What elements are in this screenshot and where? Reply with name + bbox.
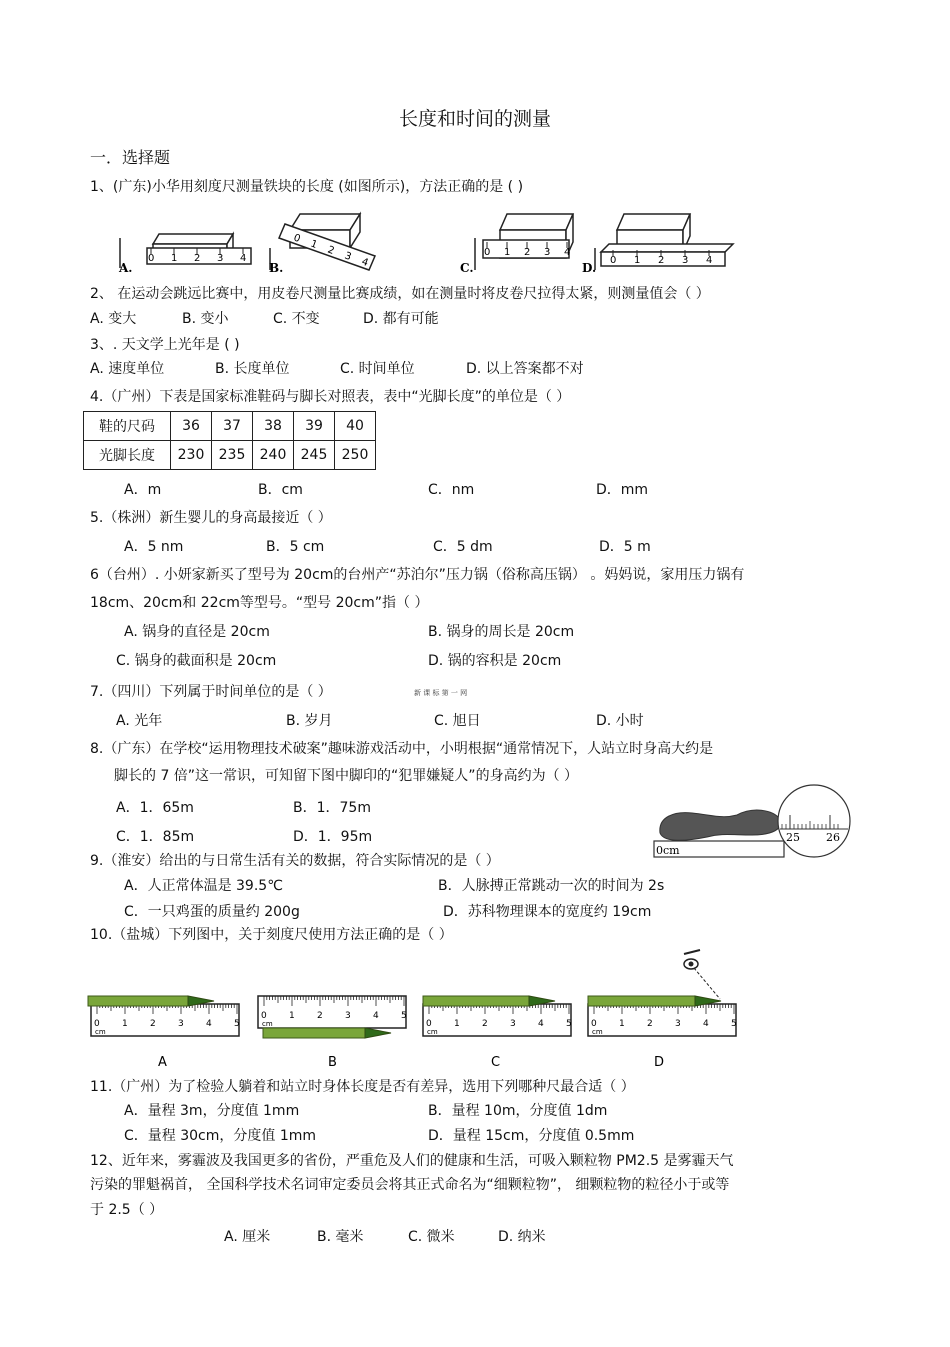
question-12-line-3: 于 2.5（ ） [90, 1202, 164, 1218]
ruler-tick-label: 3 [510, 1019, 516, 1029]
q7-option-d: D. 小时 [596, 713, 644, 729]
q7-option-a: A. 光年 [116, 713, 163, 729]
page-title: 长度和时间的测量 [398, 108, 551, 130]
pencil [588, 996, 721, 1006]
table-cell: 39 [294, 412, 335, 441]
magnified-tick-26: 26 [826, 831, 840, 844]
q1-label-c: C. [460, 261, 474, 275]
q4-option-d: D．mm [596, 482, 649, 498]
ruler-tick-label: 4 [359, 256, 370, 269]
q4-option-b: B．cm [258, 482, 303, 498]
table-cell: 245 [294, 441, 335, 470]
question-6-line-1: 6（台州）. 小妍家新买了型号为 20cm的台州产“苏泊尔”压力锅（俗称高压锅） 。妈妈说，家用压力锅有 [90, 567, 745, 583]
ruler-tick-label: 4 [564, 247, 571, 258]
ruler-tick-label: 4 [706, 255, 713, 266]
q11-option-c: C．量程 30cm，分度值 1mm [124, 1128, 317, 1144]
q6-option-d: D. 锅的容积是 20cm [428, 653, 562, 669]
section-heading: 一．选择题 [90, 148, 171, 167]
shoe-size-table [83, 411, 376, 470]
q2-option-d: D. 都有可能 [363, 311, 439, 327]
q10-figure [88, 944, 748, 1074]
ruler-tick-label: 4 [206, 1019, 212, 1029]
question-2: 2、 在运动会跳远比赛中，用皮卷尺测量比赛成绩，如在测量时将皮卷尺拉得太紧，则测量值会（ ） [90, 286, 710, 302]
q10-label-d: D [654, 1055, 665, 1070]
question-5: 5.（株洲）新生婴儿的身高最接近（ ） [90, 510, 332, 526]
footprint-figure [652, 795, 852, 865]
q1-label-d: D. [582, 261, 597, 275]
ruler-tick-label: 5 [731, 1019, 737, 1029]
q1-fig-c [475, 214, 573, 270]
ruler-body [588, 1004, 736, 1036]
ruler-tick-label: 5 [234, 1019, 240, 1029]
ruler-tick-label: 1 [308, 238, 319, 251]
q8-option-c: C．1．85m [116, 829, 195, 845]
table-cell: 37 [212, 412, 253, 441]
ruler-tick-label: 0 [94, 1019, 100, 1029]
ruler-tick-label: 3 [178, 1019, 184, 1029]
ruler-tick-label: 0 [261, 1011, 267, 1021]
q12-option-c: C. 微米 [408, 1229, 455, 1245]
table-row [84, 412, 376, 441]
ruler-body [91, 1004, 239, 1036]
watermark-text: 新 课 标 第 一 网 [414, 689, 468, 697]
ruler-tick-label: 1 [454, 1019, 460, 1029]
ruler-body [423, 1004, 571, 1036]
table-cell: 36 [171, 412, 212, 441]
ruler-unit: cm [262, 1020, 273, 1028]
q9-option-d: D．苏科物理课本的宽度约 19cm [443, 904, 652, 920]
question-9: 9.（淮安）给出的与日常生活有关的数据，符合实际情况的是（ ） [90, 853, 500, 869]
ruler-tick-label: 3 [217, 253, 224, 264]
question-12-line-2: 污染的罪魁祸首， 全国科学技术名词审定委员会将其正式命名为“细颗粒物”， 细颗粒物的粒径小于或等 [90, 1177, 730, 1193]
table-cell: 240 [253, 441, 294, 470]
ruler-tick-label: 1 [619, 1019, 625, 1029]
q11-option-d: D．量程 15cm，分度值 0.5mm [428, 1128, 635, 1144]
q8-option-b: B．1．75m [293, 800, 371, 816]
question-8-line-1: 8.（广东）在学校“运用物理技术破案”趣味游戏活动中，小明根据“通常情况下，人站立时身高大约是 [90, 741, 714, 757]
q1-fig-b [270, 214, 375, 270]
eye-icon [684, 950, 720, 999]
q12-option-d: D. 纳米 [498, 1229, 546, 1245]
ruler-tick-label: 4 [373, 1011, 379, 1021]
q12-option-b: B. 毫米 [317, 1229, 364, 1245]
q1-figure [115, 208, 855, 278]
q10-label-a: A [158, 1055, 167, 1070]
q9-option-a: A．人正常体温是 39.5℃ [124, 878, 283, 894]
table-cell: 235 [212, 441, 253, 470]
ruler-tick-label: 4 [538, 1019, 544, 1029]
q3-option-a: A. 速度单位 [90, 361, 165, 377]
ruler-tick-label: 0 [484, 247, 491, 258]
q2-option-c: C. 不变 [273, 311, 320, 327]
question-7: 7.（四川）下列属于时间单位的是（ ） [90, 684, 332, 700]
ruler-tick-label: 4 [703, 1019, 709, 1029]
q11-option-a: A．量程 3m，分度值 1mm [124, 1103, 300, 1119]
q9-option-c: C．一只鸡蛋的质量约 200g [124, 904, 300, 920]
q7-option-b: B. 岁月 [286, 713, 333, 729]
ruler-tick-label: 2 [317, 1011, 323, 1021]
q2-option-b: B. 变小 [182, 311, 229, 327]
q6-option-b: B. 锅身的周长是 20cm [428, 624, 575, 640]
footprint-shape [660, 810, 781, 840]
ruler-tick-label: 3 [675, 1019, 681, 1029]
ruler-tick-label: 0 [291, 232, 302, 245]
ruler-tick-label: 3 [682, 255, 689, 266]
ruler-tick-label: 5 [401, 1011, 407, 1021]
q1-fig-a [120, 234, 251, 268]
q3-option-c: C. 时间单位 [340, 361, 415, 377]
magnified-tick-25: 25 [786, 831, 800, 844]
question-12-line-1: 12、近年来，雾霾波及我国更多的省份，严重危及人们的健康和生活，可吸入颗粒物 PM2.5 是雾霾天气 [90, 1153, 734, 1169]
pencil [88, 996, 214, 1006]
ruler-unit: cm [427, 1028, 438, 1036]
table-row [84, 441, 376, 470]
ruler-tick-label: 0 [610, 255, 617, 266]
ruler-tick-label: 4 [240, 253, 247, 264]
q5-option-d: D．5 m [599, 539, 651, 555]
q9-option-b: B．人脉搏正常跳动一次的时间为 2s [438, 878, 665, 894]
pencil [263, 1028, 391, 1038]
q8-option-d: D．1．95m [293, 829, 373, 845]
ruler-tick-label: 0 [148, 253, 155, 264]
ruler-tick-label: 2 [647, 1019, 653, 1029]
ruler-tick-label: 2 [482, 1019, 488, 1029]
q2-option-a: A. 变大 [90, 311, 137, 327]
pencil [423, 996, 555, 1006]
q1-label-b: B. [269, 261, 284, 275]
ruler-tick-label: 5 [566, 1019, 572, 1029]
q11-option-b: B．量程 10m，分度值 1dm [428, 1103, 608, 1119]
q3-option-d: D. 以上答案都不对 [466, 361, 584, 377]
q5-option-b: B．5 cm [266, 539, 325, 555]
ruler-tick-label: 2 [658, 255, 665, 266]
ruler-tick-label: 3 [342, 250, 353, 263]
q6-option-a: A. 锅身的直径是 20cm [124, 624, 270, 640]
q3-option-b: B. 长度单位 [215, 361, 290, 377]
ruler-tick-label: 0 [426, 1019, 432, 1029]
ruler-tick-label: 1 [122, 1019, 128, 1029]
question-11: 11.（广州）为了检验人躺着和站立时身体长度是否有差异，选用下列哪种尺最合适（ ） [90, 1079, 635, 1095]
q6-option-c: C. 锅身的截面积是 20cm [116, 653, 277, 669]
question-8-line-2: 脚长的 7 倍”这一常识，可知留下图中脚印的“犯罪嫌疑人”的身高约为（ ） [114, 768, 579, 784]
table-cell: 40 [335, 412, 376, 441]
question-6-line-2: 18cm、20cm和 22cm等型号。“型号 20cm”指（ ） [90, 595, 429, 611]
q1-label-a: A. [119, 261, 133, 275]
ruler-tick-label: 2 [194, 253, 201, 264]
ruler-tick-label: 2 [325, 244, 336, 257]
ruler-tick-label: 0 [591, 1019, 597, 1029]
q5-option-a: A．5 nm [124, 539, 184, 555]
table-cell: 光脚长度 [84, 441, 171, 470]
ruler-tick-label: 1 [289, 1011, 295, 1021]
q12-option-a: A. 厘米 [224, 1229, 271, 1245]
footprint-ruler-zero: 0cm [656, 844, 680, 857]
q7-option-c: C. 旭日 [434, 713, 481, 729]
q5-option-c: C．5 dm [433, 539, 493, 555]
question-4: 4.（广州）下表是国家标准鞋码与脚长对照表，表中“光脚长度”的单位是（ ） [90, 389, 571, 405]
ruler-tick-label: 1 [634, 255, 641, 266]
question-1: 1、(广东)小华用刻度尺测量铁块的长度 (如图所示)，方法正确的是 ( ) [90, 179, 524, 195]
ruler-tick-label: 2 [150, 1019, 156, 1029]
table-cell: 230 [171, 441, 212, 470]
q8-option-a: A．1．65m [116, 800, 194, 816]
question-10: 10.（盐城）下列图中，关于刻度尺使用方法正确的是（ ） [90, 927, 453, 943]
q4-option-c: C．nm [428, 482, 475, 498]
ruler-unit: cm [95, 1028, 106, 1036]
table-cell: 38 [253, 412, 294, 441]
table-cell: 250 [335, 441, 376, 470]
q10-label-b: B [328, 1055, 337, 1070]
ruler-unit: cm [592, 1028, 603, 1036]
ruler-tick-label: 3 [544, 247, 551, 258]
ruler-tick-label: 3 [345, 1011, 351, 1021]
ruler-tick-label: 1 [504, 247, 511, 258]
ruler-body [258, 996, 406, 1028]
table-cell: 鞋的尺码 [84, 412, 171, 441]
ruler-tick-label: 2 [524, 247, 531, 258]
q10-label-c: C [491, 1055, 501, 1070]
q4-option-a: A．m [124, 482, 162, 498]
question-3: 3、. 天文学上光年是 ( ) [90, 337, 240, 353]
ruler-tick-label: 1 [171, 253, 178, 264]
